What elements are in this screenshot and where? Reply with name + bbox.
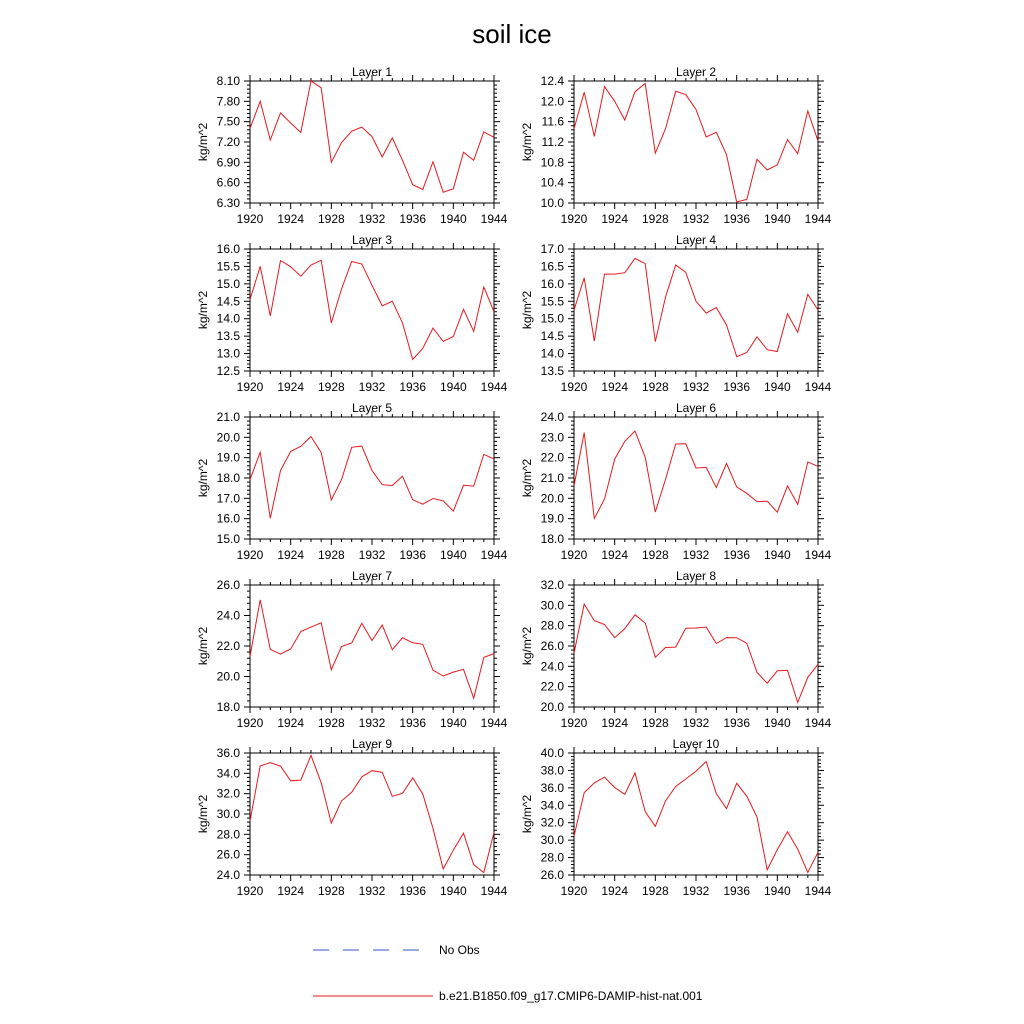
y-tick-label: 24.0 bbox=[216, 608, 240, 623]
panel-title: Layer 5 bbox=[351, 401, 393, 415]
x-tick-label: 1940 bbox=[763, 716, 791, 730]
x-tick-label: 1928 bbox=[641, 548, 669, 562]
panel-title: Layer 7 bbox=[351, 569, 393, 583]
panel-title: Layer 8 bbox=[675, 569, 717, 583]
x-tick-label: 1944 bbox=[804, 380, 832, 394]
y-axis-label: kg/m^2 bbox=[196, 794, 210, 834]
x-tick-label: 1940 bbox=[439, 548, 467, 562]
y-tick-label: 38.0 bbox=[540, 763, 564, 778]
y-tick-label: 15.0 bbox=[540, 311, 564, 326]
y-tick-label: 20.0 bbox=[216, 669, 240, 684]
y-tick-label: 36.0 bbox=[540, 780, 564, 795]
y-tick-label: 6.30 bbox=[216, 196, 240, 210]
y-axis-label: kg/m^2 bbox=[520, 122, 534, 162]
x-tick-label: 1924 bbox=[277, 548, 305, 562]
panel-layer-6 bbox=[520, 401, 832, 562]
y-tick-label: 34.0 bbox=[540, 798, 564, 813]
y-tick-label: 22.0 bbox=[540, 450, 564, 465]
y-tick-label: 10.8 bbox=[540, 155, 564, 170]
x-tick-label: 1920 bbox=[236, 380, 264, 394]
y-tick-label: 30.0 bbox=[216, 807, 240, 821]
y-tick-label: 11.6 bbox=[541, 114, 564, 129]
panel-title: Layer 2 bbox=[675, 65, 717, 79]
y-tick-label: 16.0 bbox=[216, 511, 240, 526]
y-axis-label: kg/m^2 bbox=[196, 122, 210, 162]
y-tick-label: 18.0 bbox=[540, 532, 564, 546]
plot-frame bbox=[250, 585, 494, 707]
y-tick-label: 14.5 bbox=[540, 329, 564, 344]
x-tick-label: 1936 bbox=[723, 884, 751, 898]
series-line bbox=[250, 260, 494, 359]
legend bbox=[313, 943, 703, 1003]
x-tick-label: 1932 bbox=[358, 884, 386, 898]
y-axis-label: kg/m^2 bbox=[520, 290, 534, 330]
x-tick-label: 1928 bbox=[317, 212, 345, 226]
x-tick-label: 1932 bbox=[682, 884, 710, 898]
x-tick-label: 1944 bbox=[804, 548, 832, 562]
x-tick-label: 1928 bbox=[641, 716, 669, 730]
y-tick-label: 17.0 bbox=[216, 491, 240, 506]
x-tick-label: 1924 bbox=[277, 884, 305, 898]
y-tick-label: 32.0 bbox=[540, 578, 564, 592]
y-tick-label: 26.0 bbox=[540, 868, 564, 882]
y-axis-label: kg/m^2 bbox=[196, 626, 210, 666]
series-line bbox=[250, 437, 494, 519]
x-tick-label: 1944 bbox=[804, 212, 832, 226]
y-tick-label: 14.0 bbox=[216, 311, 240, 326]
y-tick-label: 15.0 bbox=[216, 276, 240, 291]
x-tick-label: 1928 bbox=[641, 212, 669, 226]
x-tick-label: 1936 bbox=[723, 212, 751, 226]
x-tick-label: 1920 bbox=[236, 884, 264, 898]
legend-obs-label: No Obs bbox=[439, 943, 480, 957]
x-tick-label: 1936 bbox=[399, 884, 427, 898]
panel-layer-4 bbox=[520, 233, 832, 394]
x-tick-label: 1944 bbox=[480, 716, 508, 730]
panel-title: Layer 3 bbox=[351, 233, 393, 247]
panel-layer-8 bbox=[520, 569, 832, 730]
y-tick-label: 20.0 bbox=[540, 491, 564, 506]
y-axis-label: kg/m^2 bbox=[196, 290, 210, 330]
y-tick-label: 17.0 bbox=[540, 242, 564, 256]
panels-grid bbox=[196, 65, 832, 898]
plot-frame bbox=[250, 249, 494, 371]
y-axis-label: kg/m^2 bbox=[520, 626, 534, 666]
y-tick-label: 20.0 bbox=[216, 430, 240, 445]
y-tick-label: 32.0 bbox=[216, 786, 240, 801]
x-tick-label: 1928 bbox=[317, 548, 345, 562]
series-line bbox=[574, 431, 818, 519]
panel-layer-5 bbox=[196, 401, 508, 562]
x-tick-label: 1924 bbox=[601, 212, 629, 226]
legend-model-label: b.e21.B1850.f09_g17.CMIP6-DAMIP-hist-nat.001 bbox=[439, 989, 703, 1003]
panel-layer-2 bbox=[520, 65, 832, 226]
series-line bbox=[574, 762, 818, 873]
x-tick-label: 1940 bbox=[763, 548, 791, 562]
y-tick-label: 30.0 bbox=[540, 833, 564, 848]
y-tick-label: 23.0 bbox=[540, 430, 564, 445]
y-tick-label: 22.0 bbox=[540, 679, 564, 694]
y-tick-label: 18.0 bbox=[216, 700, 240, 714]
panel-title: Layer 6 bbox=[675, 401, 717, 415]
panel-title: Layer 1 bbox=[351, 65, 393, 79]
y-tick-label: 32.0 bbox=[540, 815, 564, 830]
y-tick-label: 22.0 bbox=[216, 639, 240, 653]
y-tick-label: 13.0 bbox=[216, 346, 240, 361]
y-tick-label: 24.0 bbox=[216, 868, 240, 882]
y-tick-label: 20.0 bbox=[540, 700, 564, 714]
y-tick-label: 12.5 bbox=[216, 364, 240, 378]
y-tick-label: 6.90 bbox=[216, 155, 240, 170]
plot-frame bbox=[250, 753, 494, 875]
y-tick-label: 14.5 bbox=[216, 294, 240, 309]
x-tick-label: 1932 bbox=[358, 716, 386, 730]
y-axis-label: kg/m^2 bbox=[520, 794, 534, 834]
plot-frame bbox=[574, 249, 818, 371]
y-tick-label: 19.0 bbox=[216, 450, 240, 465]
y-tick-label: 28.0 bbox=[216, 827, 240, 842]
series-line bbox=[574, 84, 818, 203]
y-tick-label: 7.20 bbox=[216, 135, 240, 149]
y-tick-label: 18.0 bbox=[216, 471, 240, 485]
y-tick-label: 13.5 bbox=[540, 364, 564, 378]
plot-frame bbox=[574, 585, 818, 707]
x-tick-label: 1940 bbox=[439, 380, 467, 394]
x-tick-label: 1936 bbox=[723, 548, 751, 562]
y-tick-label: 11.2 bbox=[541, 135, 564, 149]
x-tick-label: 1936 bbox=[399, 716, 427, 730]
x-tick-label: 1928 bbox=[641, 380, 669, 394]
x-tick-label: 1920 bbox=[236, 716, 264, 730]
y-tick-label: 26.0 bbox=[216, 578, 240, 592]
series-line bbox=[250, 600, 494, 698]
x-tick-label: 1940 bbox=[763, 884, 791, 898]
y-axis-label: kg/m^2 bbox=[520, 458, 534, 498]
x-tick-label: 1932 bbox=[682, 548, 710, 562]
y-tick-label: 16.0 bbox=[216, 242, 240, 256]
x-tick-label: 1932 bbox=[358, 548, 386, 562]
panel-title: Layer 9 bbox=[351, 737, 393, 751]
y-tick-label: 36.0 bbox=[216, 746, 240, 760]
x-tick-label: 1920 bbox=[236, 548, 264, 562]
plot-frame bbox=[574, 81, 818, 203]
x-tick-label: 1928 bbox=[641, 884, 669, 898]
y-tick-label: 21.0 bbox=[216, 410, 240, 424]
series-line bbox=[250, 755, 494, 872]
x-tick-label: 1928 bbox=[317, 716, 345, 730]
x-tick-label: 1920 bbox=[560, 884, 588, 898]
x-tick-label: 1924 bbox=[601, 884, 629, 898]
y-tick-label: 15.0 bbox=[216, 532, 240, 546]
y-tick-label: 8.10 bbox=[216, 74, 240, 88]
panel-title: Layer 10 bbox=[672, 737, 720, 751]
series-line bbox=[250, 81, 494, 192]
x-tick-label: 1924 bbox=[601, 716, 629, 730]
y-tick-label: 12.4 bbox=[540, 74, 564, 88]
x-tick-label: 1936 bbox=[399, 548, 427, 562]
x-tick-label: 1928 bbox=[317, 380, 345, 394]
x-tick-label: 1944 bbox=[804, 716, 832, 730]
x-tick-label: 1932 bbox=[682, 380, 710, 394]
y-tick-label: 7.50 bbox=[216, 114, 240, 129]
x-tick-label: 1940 bbox=[439, 212, 467, 226]
x-tick-label: 1920 bbox=[560, 380, 588, 394]
x-tick-label: 1932 bbox=[358, 380, 386, 394]
x-tick-label: 1936 bbox=[399, 380, 427, 394]
x-tick-label: 1932 bbox=[358, 212, 386, 226]
x-tick-label: 1924 bbox=[277, 380, 305, 394]
y-tick-label: 15.5 bbox=[540, 294, 564, 309]
panel-layer-10 bbox=[520, 737, 832, 898]
x-tick-label: 1936 bbox=[723, 716, 751, 730]
figure-title: soil ice bbox=[472, 19, 552, 49]
x-tick-label: 1924 bbox=[601, 548, 629, 562]
x-tick-label: 1936 bbox=[723, 380, 751, 394]
y-tick-label: 14.0 bbox=[540, 346, 564, 361]
x-tick-label: 1924 bbox=[277, 212, 305, 226]
x-tick-label: 1944 bbox=[480, 380, 508, 394]
panel-layer-1 bbox=[196, 65, 508, 226]
y-tick-label: 16.0 bbox=[540, 276, 564, 291]
x-tick-label: 1940 bbox=[763, 380, 791, 394]
x-tick-label: 1944 bbox=[480, 212, 508, 226]
y-tick-label: 26.0 bbox=[216, 847, 240, 862]
y-tick-label: 28.0 bbox=[540, 850, 564, 865]
series-line bbox=[574, 604, 818, 702]
x-tick-label: 1920 bbox=[236, 212, 264, 226]
y-tick-label: 19.0 bbox=[540, 511, 564, 526]
plot-frame bbox=[250, 81, 494, 203]
y-tick-label: 15.5 bbox=[216, 259, 240, 274]
y-tick-label: 24.0 bbox=[540, 659, 564, 674]
y-tick-label: 6.60 bbox=[216, 175, 240, 190]
x-tick-label: 1920 bbox=[560, 716, 588, 730]
plot-frame bbox=[250, 417, 494, 539]
y-tick-label: 10.0 bbox=[540, 196, 564, 210]
y-tick-label: 21.0 bbox=[540, 471, 564, 485]
y-tick-label: 40.0 bbox=[540, 746, 564, 760]
plot-frame bbox=[574, 417, 818, 539]
panel-layer-9 bbox=[196, 737, 508, 898]
x-tick-label: 1920 bbox=[560, 548, 588, 562]
y-tick-label: 13.5 bbox=[216, 329, 240, 344]
x-tick-label: 1936 bbox=[399, 212, 427, 226]
y-tick-label: 24.0 bbox=[540, 410, 564, 424]
y-tick-label: 34.0 bbox=[216, 766, 240, 781]
x-tick-label: 1924 bbox=[277, 716, 305, 730]
panel-layer-3 bbox=[196, 233, 508, 394]
x-tick-label: 1932 bbox=[682, 716, 710, 730]
x-tick-label: 1944 bbox=[804, 884, 832, 898]
y-tick-label: 7.80 bbox=[216, 94, 240, 109]
x-tick-label: 1940 bbox=[439, 884, 467, 898]
y-axis-label: kg/m^2 bbox=[196, 458, 210, 498]
y-tick-label: 30.0 bbox=[540, 598, 564, 613]
x-tick-label: 1940 bbox=[439, 716, 467, 730]
y-tick-label: 26.0 bbox=[540, 639, 564, 653]
panel-title: Layer 4 bbox=[675, 233, 717, 247]
x-tick-label: 1944 bbox=[480, 548, 508, 562]
x-tick-label: 1920 bbox=[560, 212, 588, 226]
x-tick-label: 1940 bbox=[763, 212, 791, 226]
x-tick-label: 1928 bbox=[317, 884, 345, 898]
y-tick-label: 12.0 bbox=[540, 94, 564, 109]
x-tick-label: 1924 bbox=[601, 380, 629, 394]
y-tick-label: 16.5 bbox=[540, 259, 564, 274]
series-line bbox=[574, 258, 818, 356]
y-tick-label: 10.4 bbox=[540, 175, 564, 190]
y-tick-label: 28.0 bbox=[540, 618, 564, 633]
x-tick-label: 1932 bbox=[682, 212, 710, 226]
x-tick-label: 1944 bbox=[480, 884, 508, 898]
panel-layer-7 bbox=[196, 569, 508, 730]
